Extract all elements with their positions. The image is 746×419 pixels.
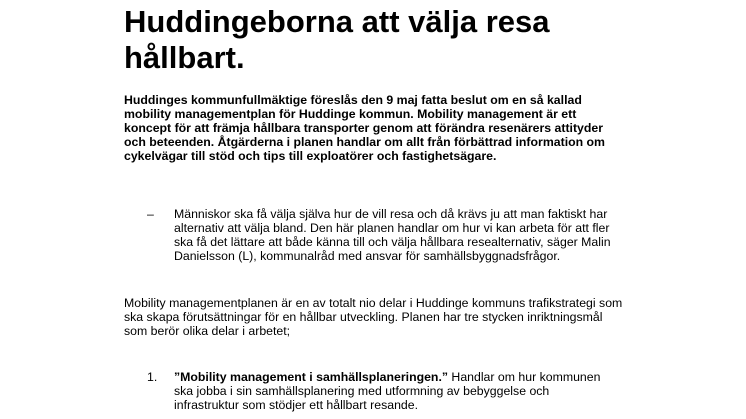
numbered-list-item [147, 370, 617, 412]
list-item-text: Handlar om hur kommunen ska jobba i sin samhällsplanering med utformning av bebyggelse och infrastruktur som stödjer ett hållbart resande. [174, 370, 601, 412]
list-item-heading: ”Mobility management i samhällsplaneringen.” [174, 370, 449, 384]
article-title: Huddingeborna att välja resa hållbart. [124, 4, 550, 75]
quote-text: Människor ska få välja själva hur de vill resa och då krävs ju att man faktiskt har alternativ att välja bland. Den här planen handlar om hur vi kan arbeta för att fler ska få det lättare att både känna till och välja hållbara resealternativ, säger Malin Danielsson (L), kommunalråd med ansvar för samhällsbyggnadsfrågor. [174, 207, 611, 263]
body-paragraph: Mobility managementplanen är en av totalt nio delar i Huddinge kommuns trafikstrategi som ska skapa förutsättningar för en hållbar utveckling. Planen har tre stycken inriktningsmål som berör olika delar i arbetet; [124, 296, 623, 338]
lead-paragraph: Huddinges kommunfullmäktige föreslås den 9 maj fatta beslut om en så kallad mobility managementplan för Huddinge kommun. Mobility management är ett koncept för att främja hållbara transporter genom att förändra resenärers attityder och beteenden. Åtgärderna i planen handlar om allt från förbättrad information om cykelvägar till stöd och tips till exploatörer och fastighetsägare. [124, 93, 605, 163]
quote-bullet [147, 207, 617, 263]
dash-bullet-marker: – [147, 207, 154, 221]
list-item-content [147, 370, 617, 412]
list-number: 1. [147, 370, 158, 384]
